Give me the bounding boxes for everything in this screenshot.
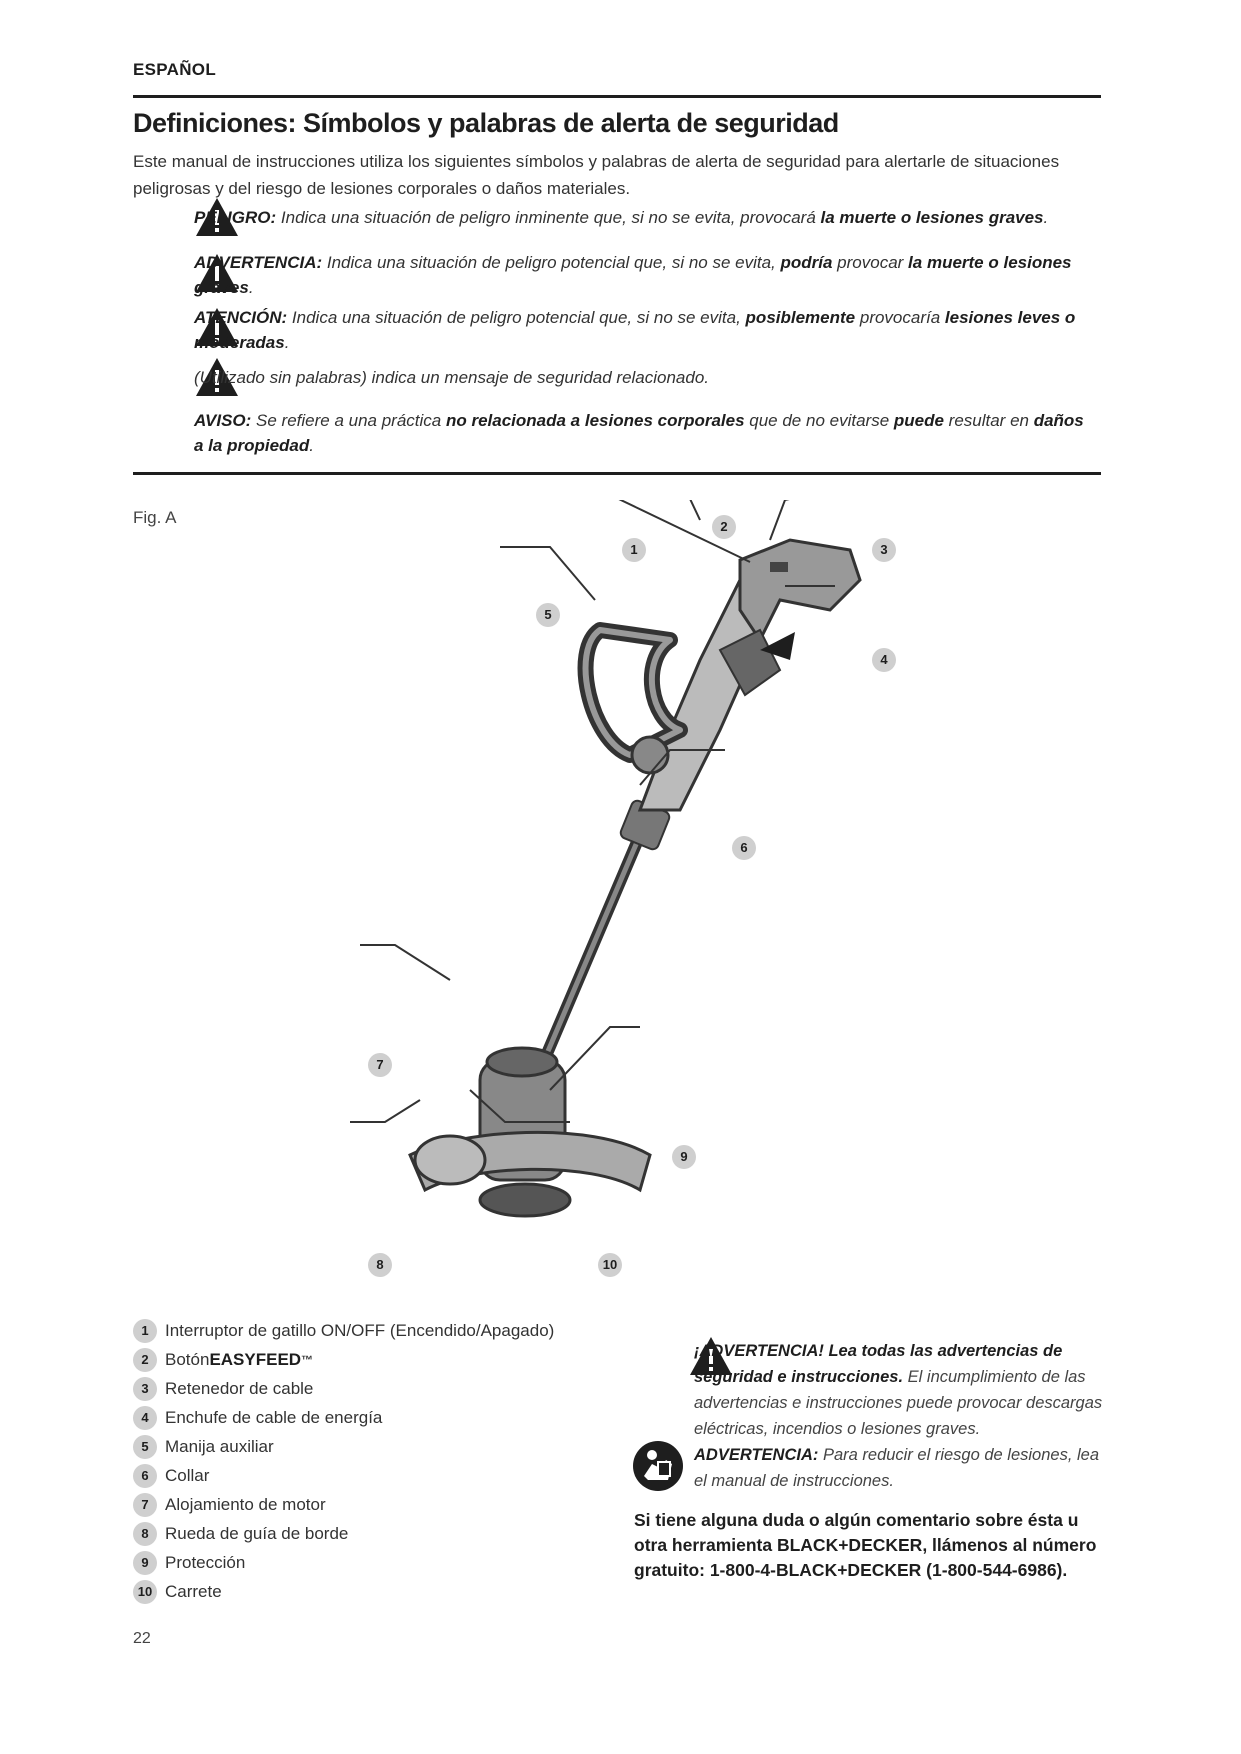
list-item: 3 Retenedor de cable: [133, 1374, 633, 1403]
callout-8: 8: [368, 1253, 392, 1277]
list-item: 1 Interruptor de gatillo ON/OFF (Encendido/Apagado): [133, 1316, 633, 1345]
motor-cap: [487, 1048, 557, 1076]
alert-aviso: AVISO: Se refiere a una práctica no relacionada a lesiones corporales que de no evitarse puede resultar en daños a la propiedad.: [194, 411, 1084, 455]
list-item: 10 Carrete: [133, 1577, 633, 1606]
list-item: 8 Rueda de guía de borde: [133, 1519, 633, 1548]
top-rule: [133, 95, 1101, 98]
part-number-badge: 9: [133, 1551, 157, 1575]
trimmer-shaft-highlight: [540, 835, 640, 1070]
part-number-badge: 4: [133, 1406, 157, 1430]
string-trimmer-illustration: [340, 500, 1140, 1300]
part-number-badge: 5: [133, 1435, 157, 1459]
callout-6: 6: [732, 836, 756, 860]
easyfeed-button: [770, 562, 788, 572]
section-title: Definiciones: Símbolos y palabras de alerta de seguridad: [133, 108, 839, 138]
list-item: 6 Collar: [133, 1461, 633, 1490]
callout-7: 7: [368, 1053, 392, 1077]
figure-label: Fig. A: [133, 508, 177, 527]
trimmer-main-handle: [740, 540, 860, 640]
alert-symbol: (Utilizado sin palabras) indica un mensaje de seguridad relacionado.: [194, 368, 710, 387]
callout-4: 4: [872, 648, 896, 672]
part-number-badge: 6: [133, 1464, 157, 1488]
part-number-badge: 2: [133, 1348, 157, 1372]
alert-advertencia: ADVERTENCIA: Indica una situación de peligro potencial que, si no se evita, podría provocar la muerte o lesiones graves.: [194, 253, 1072, 297]
part-number-badge: 8: [133, 1522, 157, 1546]
language-label: ESPAÑOL: [133, 60, 217, 79]
callout-2: 2: [712, 515, 736, 539]
list-item: 4 Enchufe de cable de energía: [133, 1403, 633, 1432]
safety-warning: ¡ADVERTENCIA! Lea todas las advertencias de seguridad e instrucciones. El incumplimiento de las advertencias e instrucciones puede provocar descargas eléctricas, incendios o lesiones graves. ADVERTENCIA: Para reducir el riesgo de lesiones, lea el manual de instrucciones.: [694, 1342, 1103, 1490]
trimmer-spool: [480, 1184, 570, 1216]
list-item: 5 Manija auxiliar: [133, 1432, 633, 1461]
alert-atencion: ATENCIÓN: Indica una situación de peligro potencial que, si no se evita, posiblemente provocaría lesiones leves o moderadas.: [194, 308, 1076, 352]
section-intro: Este manual de instrucciones utiliza los siguientes símbolos y palabras de alerta de seguridad para alertarle de situaciones peligrosas y del riesgo de lesiones corporales o daños materiales.: [133, 152, 1060, 198]
page-number: 22: [133, 1630, 151, 1647]
part-number-badge: 1: [133, 1319, 157, 1343]
list-item: 2 Botón EASYFEED ™: [133, 1345, 633, 1374]
list-item: 9 Protección: [133, 1548, 633, 1577]
callout-1: 1: [622, 538, 646, 562]
list-item: 7 Alojamiento de motor: [133, 1490, 633, 1519]
handle-pivot: [632, 737, 668, 773]
callout-10: 10: [598, 1253, 622, 1277]
alert-peligro: PELIGRO: Indica una situación de peligro inminente que, si no se evita, provocará la muerte o lesiones graves.: [194, 208, 1049, 227]
part-number-badge: 10: [133, 1580, 157, 1604]
callout-3: 3: [872, 538, 896, 562]
edge-guide-wheel: [415, 1136, 485, 1184]
callout-5: 5: [536, 603, 560, 627]
part-number-badge: 3: [133, 1377, 157, 1401]
callout-9: 9: [672, 1145, 696, 1169]
section-rule: [133, 472, 1101, 475]
contact-info: Si tiene alguna duda o algún comentario sobre ésta u otra herramienta BLACK+DECKER, llámenos al número gratuito: 1-800-4-BLACK+DECKER (1-800-544-6986).: [634, 1510, 1097, 1580]
read-manual-icon: [632, 1440, 684, 1492]
part-number-badge: 7: [133, 1493, 157, 1517]
parts-list: [133, 1316, 633, 1606]
